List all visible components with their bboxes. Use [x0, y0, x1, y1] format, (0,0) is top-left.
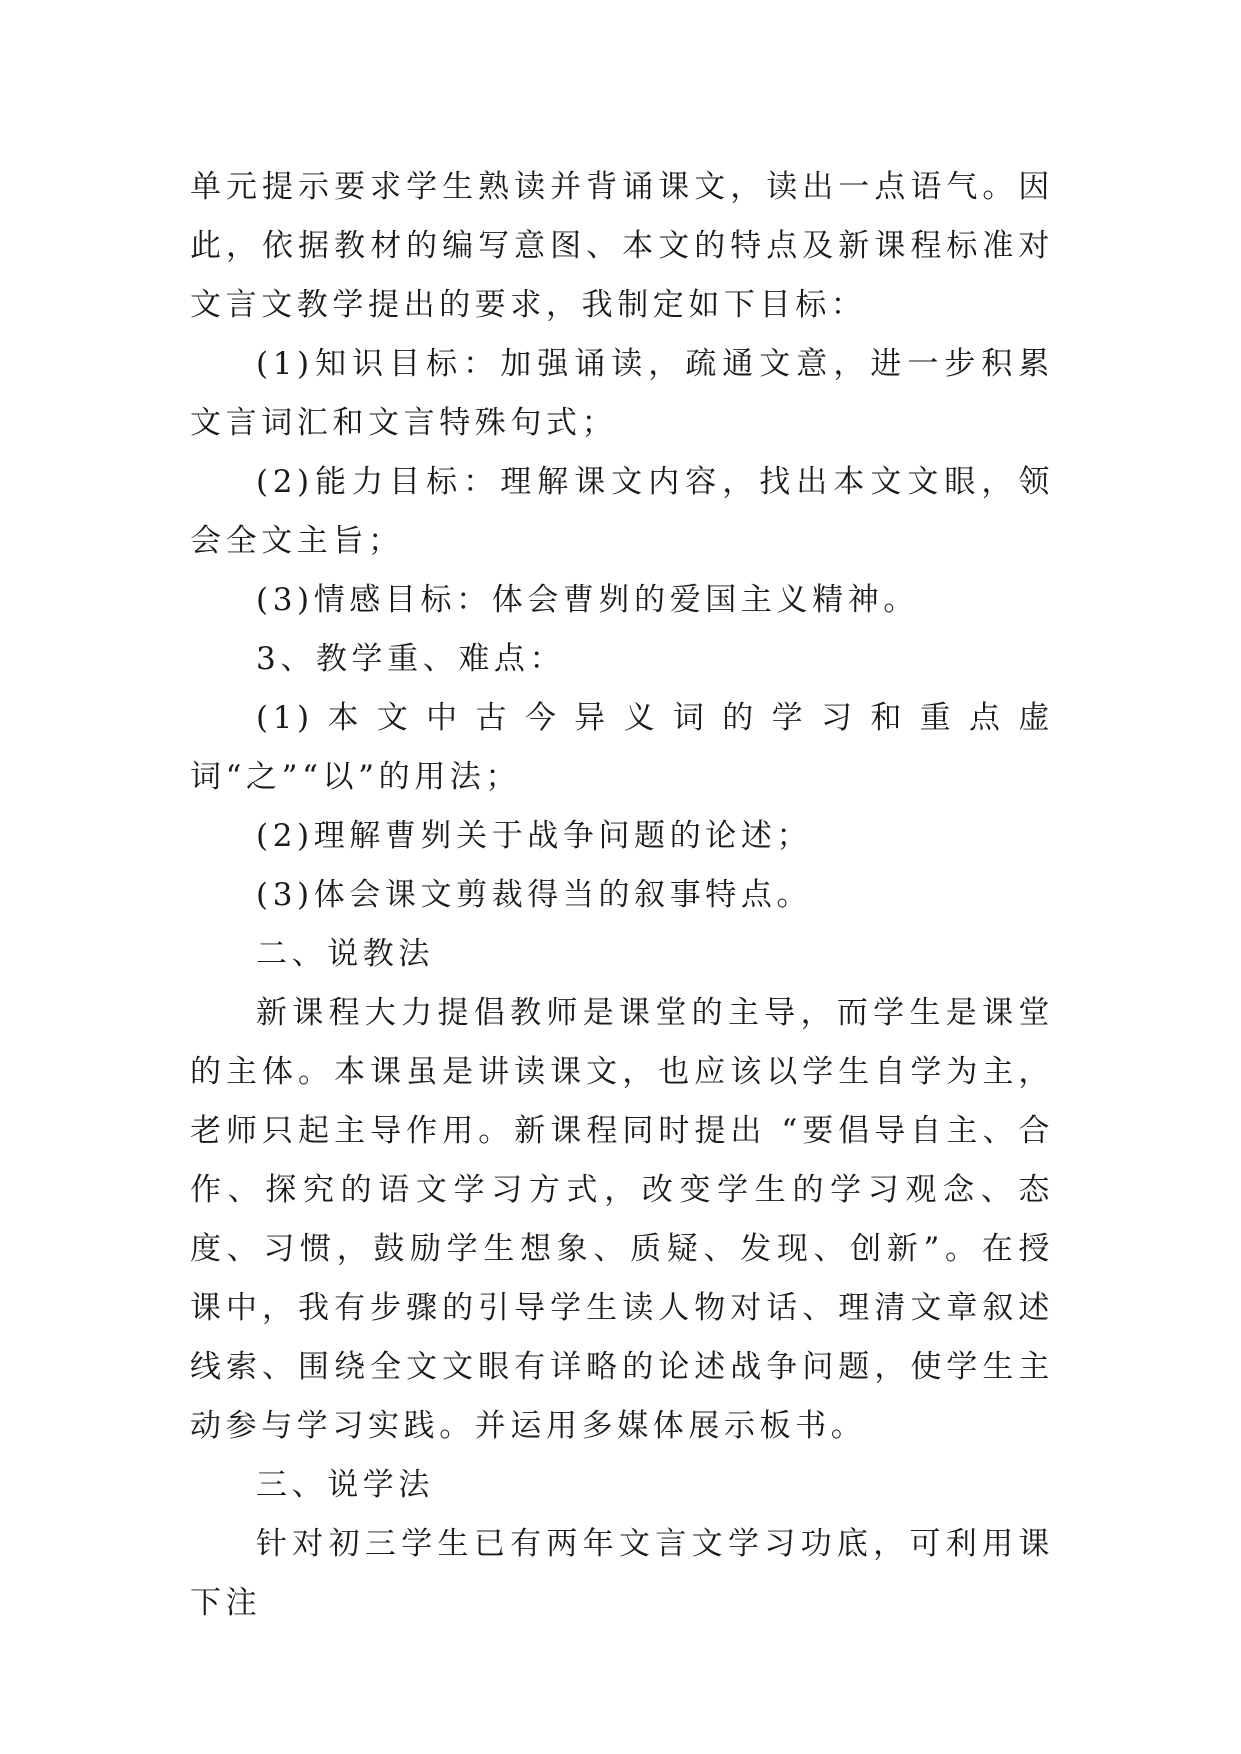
paragraph-emotion-goal: (3)情感目标：体会曹刿的爱国主义精神。	[256, 582, 919, 618]
paragraph-key-point-3: (3)体会课文剪裁得当的叙事特点。	[256, 877, 813, 913]
paragraph-ability-goal: (2)能力目标：理解课文内容，找出本文文眼，领会全文主旨；	[190, 464, 1054, 559]
document-body	[190, 158, 1054, 1633]
paragraph-learning-method: 针对初三学生已有两年文言文学习功底，可利用课下注	[190, 1526, 1054, 1621]
paragraph-knowledge-goal: (1)知识目标：加强诵读，疏通文意，进一步积累文言词汇和文言特殊句式；	[190, 346, 1054, 441]
heading-learning-method: 三、说学法	[256, 1467, 434, 1503]
heading-key-difficult-points: 3、教学重、难点：	[256, 641, 566, 677]
paragraph-key-point-2: (2)理解曹刿关于战争问题的论述；	[256, 818, 813, 854]
heading-teaching-method: 二、说教法	[256, 936, 434, 972]
paragraph-objectives-intro: 单元提示要求学生熟读并背诵课文，读出一点语气。因此，依据教材的编写意图、本文的特点及新课程标准对文言文教学提出的要求，我制定如下目标：	[190, 169, 1054, 323]
paragraph-teaching-method: 新课程大力提倡教师是课堂的主导，而学生是课堂的主体。本课虽是讲读课文，也应该以学生自学为主，老师只起主导作用。新课程同时提出 “要倡导自主、合作、探究的语文学习方式，改变学生的学习观念、态度、习惯，鼓励学生想象、质疑、发现、创新”。在授课中，我有步骤的引导学生读人物对话、理清文章叙述线索、围绕全文文眼有详略的论述战争问题，使学生主动参与学习实践。并运用多媒体展示板书。	[190, 995, 1054, 1444]
paragraph-key-point-1: (1)本文中古今异义词的学习和重点虚词“之”“以”的用法；	[190, 700, 1054, 795]
